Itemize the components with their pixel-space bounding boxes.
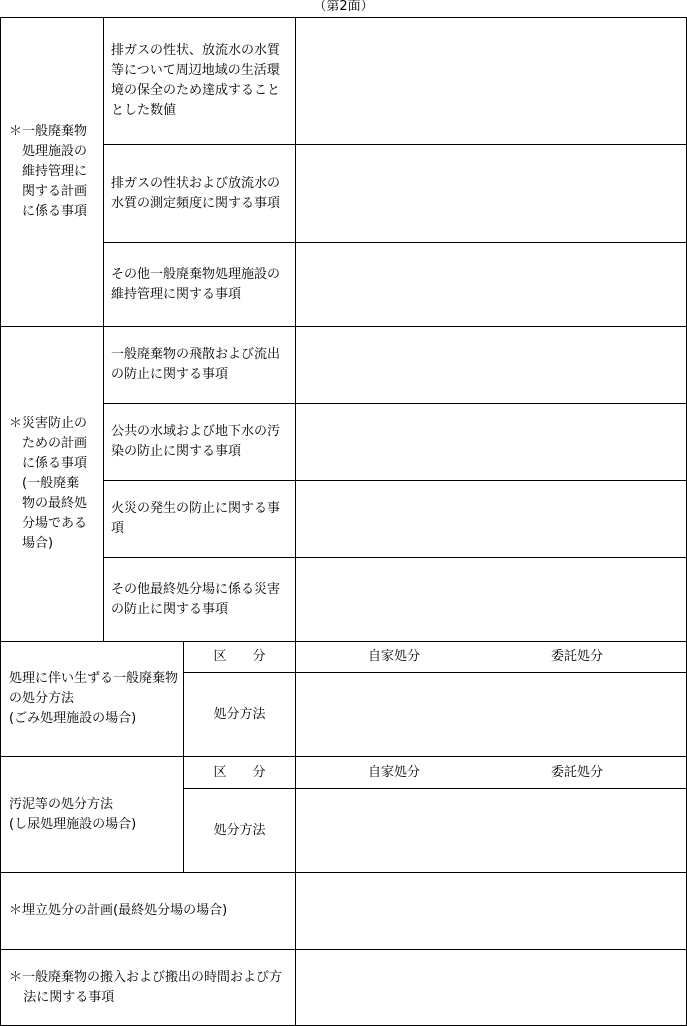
waste-self-disposal-option[interactable]: 自家処分 (367, 649, 420, 664)
maintenance-item-label: 排ガスの性状および放流水の水質の測定頻度に関する事項 (111, 175, 281, 211)
maintenance-value-field[interactable] (296, 243, 686, 326)
maintenance-item-label: 排ガスの性状、放流水の水質等について周辺地域の生活環境の保全のため達成することとした数値 (111, 43, 281, 118)
maintenance-plan-heading: ＊一般廃棄物 処理施設の 維持管理に 関する計画 に係る事項 (9, 124, 88, 219)
waste-category-label: 区 分 (213, 649, 266, 664)
landfill-plan-field[interactable] (296, 873, 686, 949)
disaster-item-label: 一般廃棄物の飛散および流出の防止に関する事項 (111, 347, 281, 382)
sludge-disposal-label: 汚泥等の処分方法 (し尿処理施設の場合) (9, 796, 137, 832)
maintenance-value-field[interactable] (296, 18, 686, 144)
page-label: （第2面） (313, 0, 374, 14)
disaster-value-field[interactable] (296, 404, 686, 480)
disaster-item-label: 火災の発生の防止に関する事項 (111, 501, 281, 536)
application-form-page-2 (0, 17, 687, 1026)
waste-method-field[interactable] (296, 673, 686, 756)
transport-field[interactable] (296, 950, 686, 1025)
disaster-value-field[interactable] (296, 327, 686, 403)
waste-method-label: 処分方法 (213, 706, 266, 722)
waste-disposal-label: 処理に伴い生ずる一般廃棄物の処分方法 (ごみ処理施設の場合) (9, 671, 179, 726)
waste-entrusted-disposal-option[interactable]: 委託処分 (550, 649, 603, 664)
disaster-item-label: その他最終処分場に係る災害の防止に関する事項 (111, 581, 281, 617)
sludge-method-field[interactable] (296, 789, 686, 872)
sludge-category-label: 区 分 (213, 764, 266, 780)
landfill-plan-label: ＊埋立処分の計画(最終処分場の場合) (9, 903, 228, 918)
sludge-entrusted-disposal-option[interactable]: 委託処分 (550, 764, 603, 780)
disaster-value-field[interactable] (296, 558, 686, 641)
disaster-value-field[interactable] (296, 481, 686, 557)
sludge-self-disposal-option[interactable]: 自家処分 (367, 764, 420, 780)
maintenance-item-label: その他一般廃棄物処理施設の維持管理に関する事項 (111, 266, 281, 302)
sludge-method-label: 処分方法 (213, 822, 266, 838)
disaster-item-label: 公共の水域および地下水の汚染の防止に関する事項 (111, 424, 281, 459)
maintenance-value-field[interactable] (296, 145, 686, 242)
disaster-plan-heading: ＊災害防止の ための計画 に係る事項 (一般廃棄 物の最終処 分場である 場合) (9, 416, 88, 551)
transport-label: ＊一般廃棄物の搬入および搬出の時間および方法に関する事項 (9, 969, 283, 1005)
